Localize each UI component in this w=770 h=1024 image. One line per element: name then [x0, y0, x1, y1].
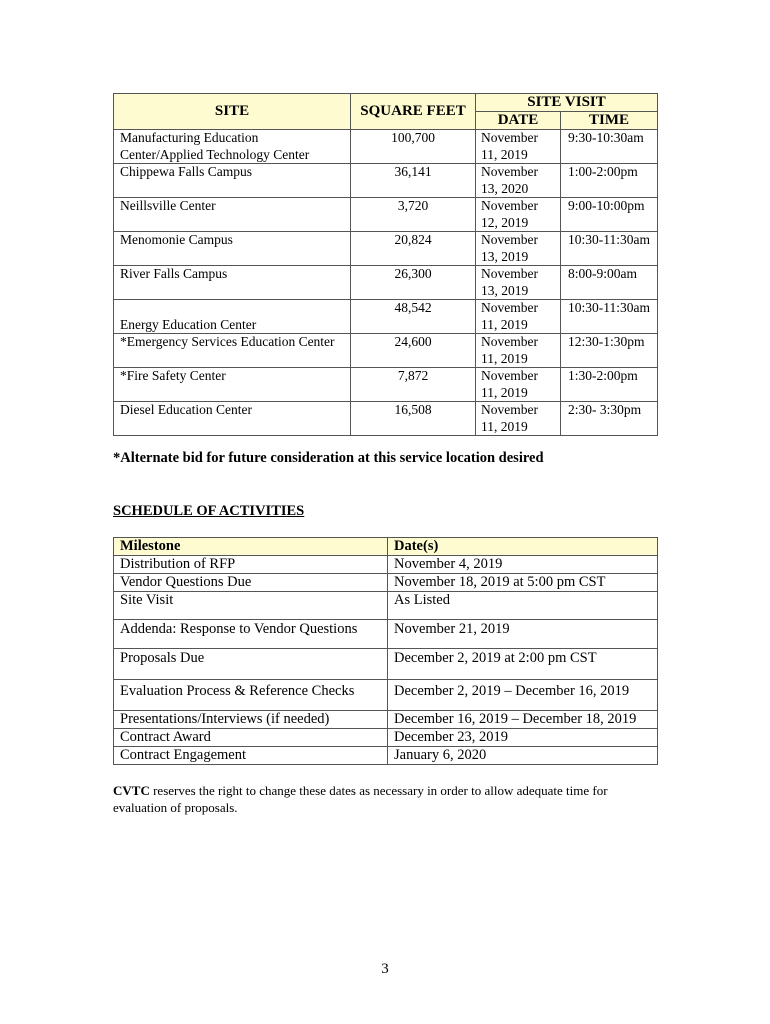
table-row: [114, 680, 658, 711]
site-line: Neillsville Center: [120, 198, 216, 213]
dates-cell: December 2, 2019 at 2:00 pm CST: [388, 649, 658, 680]
site-line: Manufacturing Education: [120, 130, 259, 145]
dates-cell: January 6, 2020: [388, 747, 658, 765]
date-line: November: [481, 300, 538, 315]
date-line: 11, 2019: [481, 384, 528, 400]
square-feet-cell: 100,700: [351, 130, 476, 164]
milestone-cell: Presentations/Interviews (if needed): [114, 711, 388, 729]
site-visit-header: SITE VISIT: [476, 94, 658, 112]
date-line: November: [481, 266, 538, 281]
alternate-bid-note: *Alternate bid for future consideration at this service location desired: [113, 450, 544, 466]
visit-time-cell: 1:00-2:00pm: [561, 164, 658, 198]
milestone-header: Milestone: [114, 538, 388, 556]
visit-date-cell: [476, 402, 561, 436]
table-row: [114, 266, 658, 300]
site-line: *Emergency Services Education Center: [120, 334, 335, 349]
square-feet-cell: 24,600: [351, 334, 476, 368]
visit-time-cell: 2:30- 3:30pm: [561, 402, 658, 436]
table-row: [114, 747, 658, 765]
site-header: SITE: [114, 94, 351, 130]
milestone-cell: Contract Engagement: [114, 747, 388, 765]
site-name: [114, 164, 351, 198]
square-feet-cell: 7,872: [351, 368, 476, 402]
site-line: River Falls Campus: [120, 266, 228, 281]
date-line: November: [481, 198, 538, 213]
visit-date-cell: [476, 266, 561, 300]
site-name: [114, 402, 351, 436]
milestone-cell: Contract Award: [114, 729, 388, 747]
org-name: CVTC: [113, 783, 150, 798]
site-name: [114, 198, 351, 232]
square-feet-cell: 20,824: [351, 232, 476, 266]
table-row: [114, 232, 658, 266]
site-line: Chippewa Falls Campus: [120, 164, 252, 179]
footnote-text: reserves the right to change these dates as necessary in order to allow adequate time for evaluation of proposals.: [113, 783, 608, 815]
visit-time-cell: 9:00-10:00pm: [561, 198, 658, 232]
table-row: [114, 592, 658, 620]
visit-date-cell: [476, 368, 561, 402]
table-row: [114, 402, 658, 436]
date-line: 13, 2019: [481, 282, 529, 298]
date-line: 11, 2019: [481, 418, 528, 434]
table-row: [114, 620, 658, 649]
date-line: 13, 2020: [481, 180, 529, 196]
visit-date-cell: [476, 300, 561, 334]
table-row: [114, 164, 658, 198]
schedule-title: SCHEDULE OF ACTIVITIES: [113, 503, 305, 519]
date-header: DATE: [476, 112, 561, 130]
visit-time-cell: 8:00-9:00am: [561, 266, 658, 300]
dates-header: Date(s): [388, 538, 658, 556]
site-visit-table: [113, 93, 658, 436]
table-row: [114, 300, 658, 334]
page-number: 3: [381, 961, 389, 977]
dates-cell: December 16, 2019 – December 18, 2019: [388, 711, 658, 729]
visit-date-cell: [476, 164, 561, 198]
milestone-cell: Vendor Questions Due: [114, 574, 388, 592]
site-line: *Fire Safety Center: [120, 368, 226, 383]
table-row: [114, 334, 658, 368]
square-feet-header: SQUARE FEET: [351, 94, 476, 130]
table-row: [114, 729, 658, 747]
visit-time-cell: 10:30-11:30am: [561, 232, 658, 266]
dates-cell: November 18, 2019 at 5:00 pm CST: [388, 574, 658, 592]
schedule-header-row: [114, 538, 658, 556]
milestone-cell: Proposals Due: [114, 649, 388, 680]
visit-date-cell: [476, 130, 561, 164]
square-feet-cell: 3,720: [351, 198, 476, 232]
date-line: November: [481, 164, 538, 179]
site-name: [114, 130, 351, 164]
table-row: [114, 556, 658, 574]
schedule-table: [113, 537, 658, 765]
date-line: November: [481, 368, 538, 383]
time-header: TIME: [561, 112, 658, 130]
date-line: 11, 2019: [481, 316, 528, 332]
table-row: [114, 649, 658, 680]
table-row: [114, 130, 658, 164]
square-feet-cell: 48,542: [351, 300, 476, 334]
site-name: [114, 334, 351, 368]
date-line: November: [481, 402, 538, 417]
schedule-footnote: [113, 783, 658, 816]
date-line: 12, 2019: [481, 214, 529, 230]
site-line: Menomonie Campus: [120, 232, 233, 247]
milestone-cell: Addenda: Response to Vendor Questions: [114, 620, 388, 649]
dates-cell: November 21, 2019: [388, 620, 658, 649]
site-name: [114, 368, 351, 402]
milestone-cell: Site Visit: [114, 592, 388, 620]
date-line: November: [481, 232, 538, 247]
visit-date-cell: [476, 334, 561, 368]
date-line: 11, 2019: [481, 350, 528, 366]
date-line: November: [481, 130, 538, 145]
milestone-cell: Distribution of RFP: [114, 556, 388, 574]
dates-cell: December 23, 2019: [388, 729, 658, 747]
table-row: [114, 198, 658, 232]
square-feet-cell: 26,300: [351, 266, 476, 300]
visit-time-cell: 12:30-1:30pm: [561, 334, 658, 368]
table-row: [114, 574, 658, 592]
dates-cell: December 2, 2019 – December 16, 2019: [388, 680, 658, 711]
site-line: Energy Education Center: [120, 316, 257, 332]
visit-date-cell: [476, 198, 561, 232]
site-name: [114, 300, 351, 334]
site-line: [120, 300, 344, 317]
date-line: 11, 2019: [481, 146, 528, 162]
square-feet-cell: 16,508: [351, 402, 476, 436]
table-row: [114, 368, 658, 402]
site-line: Center/Applied Technology Center: [120, 146, 310, 162]
site-name: [114, 266, 351, 300]
dates-cell: As Listed: [388, 592, 658, 620]
square-feet-cell: 36,141: [351, 164, 476, 198]
site-line: Diesel Education Center: [120, 402, 252, 417]
visit-date-cell: [476, 232, 561, 266]
visit-time-cell: 9:30-10:30am: [561, 130, 658, 164]
date-line: 13, 2019: [481, 248, 529, 264]
table-row: [114, 711, 658, 729]
dates-cell: November 4, 2019: [388, 556, 658, 574]
visit-time-cell: 10:30-11:30am: [561, 300, 658, 334]
site-name: [114, 232, 351, 266]
milestone-cell: Evaluation Process & Reference Checks: [114, 680, 388, 711]
date-line: November: [481, 334, 538, 349]
visit-time-cell: 1:30-2:00pm: [561, 368, 658, 402]
